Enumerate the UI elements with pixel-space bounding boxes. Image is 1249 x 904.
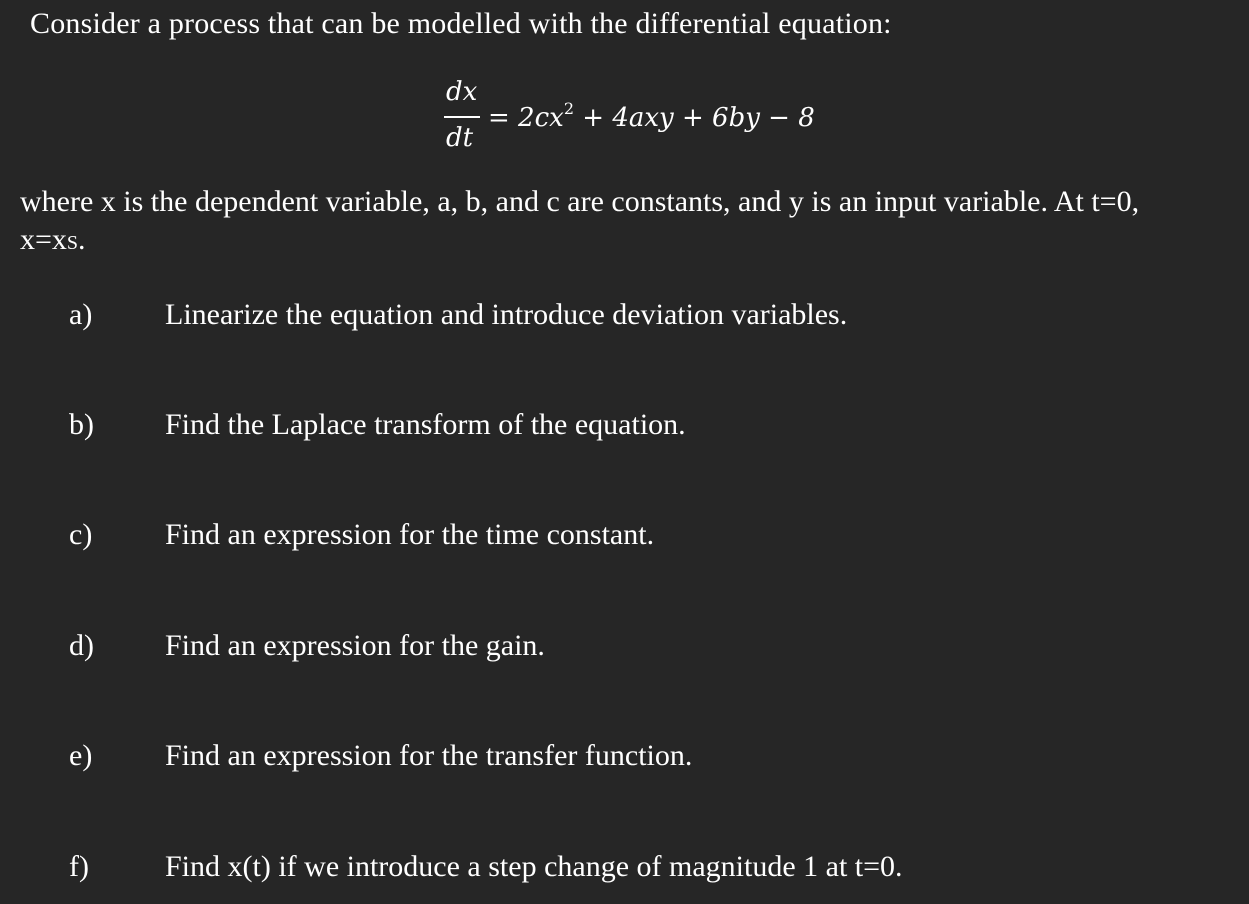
equation-denominator: dt xyxy=(446,123,474,153)
part-label: a) xyxy=(69,298,93,331)
rhs-exponent: 2 xyxy=(563,99,575,118)
rhs-prefix: = 2cx xyxy=(488,103,564,133)
problem-intro: Consider a process that can be modelled with the differential equation: xyxy=(30,7,892,40)
equation-right-hand-side xyxy=(488,99,815,133)
part-text: Find an expression for the transfer function. xyxy=(165,739,693,772)
part-label: c) xyxy=(69,518,93,551)
part-label: f) xyxy=(69,850,89,883)
part-label: b) xyxy=(69,408,94,441)
part-text: Find an expression for the gain. xyxy=(165,629,545,662)
part-text: Linearize the equation and introduce deviation variables. xyxy=(165,298,848,331)
part-text: Find x(t) if we introduce a step change of magnitude 1 at t=0. xyxy=(165,850,903,883)
differential-equation xyxy=(0,0,1249,180)
initial-condition-subscript: S xyxy=(66,232,79,254)
equation-numerator: dx xyxy=(446,77,478,107)
part-text: Find an expression for the time constant. xyxy=(165,518,655,551)
initial-condition-prefix: x=x xyxy=(20,223,67,256)
description-line-2 xyxy=(20,221,1139,262)
part-text: Find the Laplace transform of the equation. xyxy=(165,408,686,441)
rhs-suffix: + 4axy + 6by − 8 xyxy=(574,103,815,133)
fraction-bar xyxy=(444,116,480,118)
initial-condition-suffix: . xyxy=(78,223,86,256)
part-label: e) xyxy=(69,739,93,772)
description-line-1: where x is the dependent variable, a, b, and c are constants, and y is an input variable. At t=0, xyxy=(20,185,1140,218)
part-label: d) xyxy=(69,629,94,662)
variable-description xyxy=(20,183,1139,262)
